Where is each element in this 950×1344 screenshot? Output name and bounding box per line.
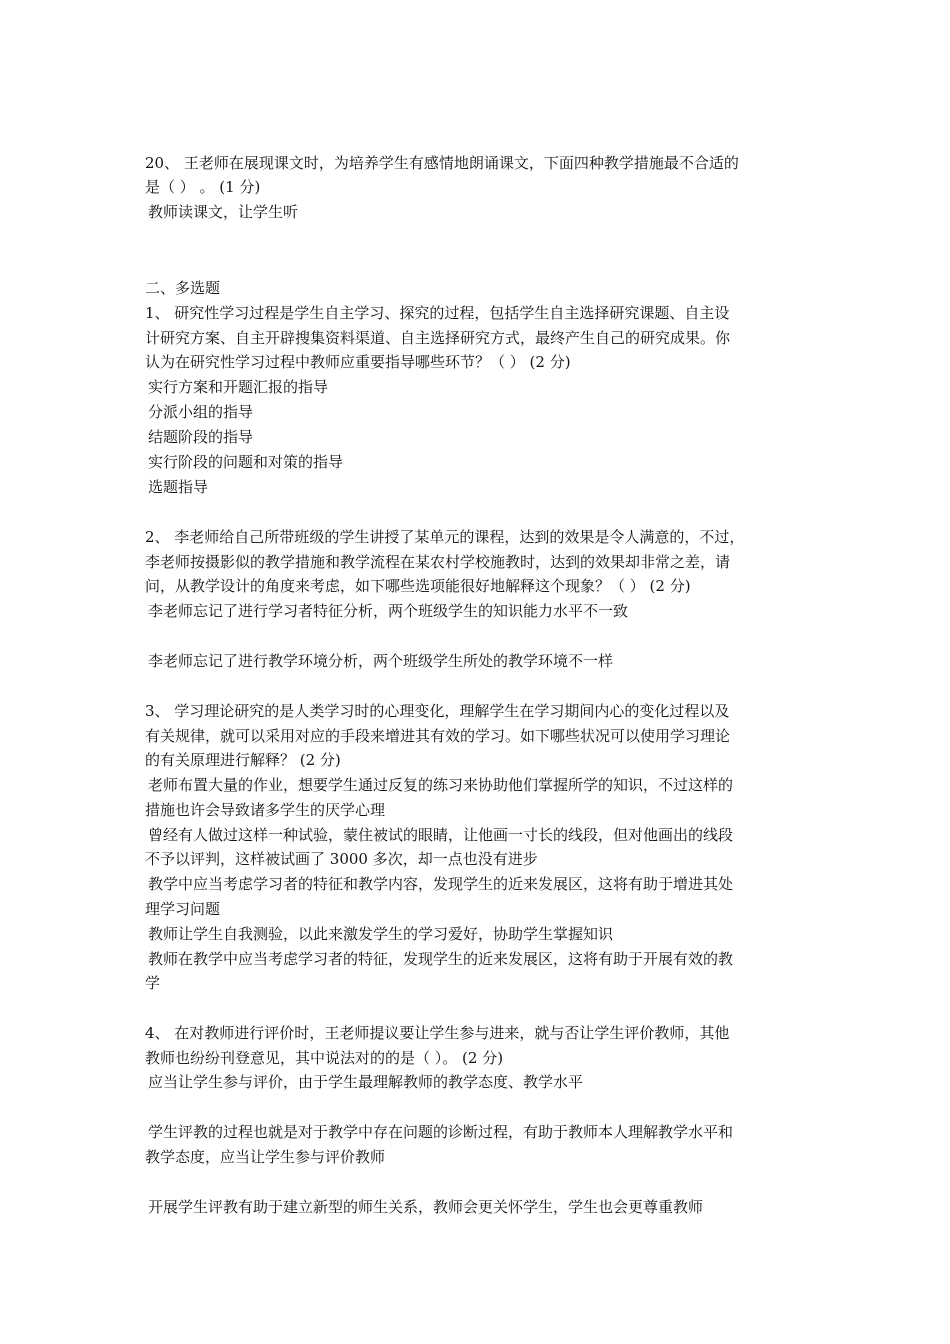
mq2-stem-line-2: 李老师按摄影似的教学措施和教学流程在某农村学校施教时，达到的效果却非常之差，请 (145, 553, 731, 571)
mq3-option: 教学中应当考虑学习者的特征和教学内容，发现学生的近来发展区，这将有助于增进其处 (148, 875, 734, 893)
mq3-stem-line-2: 有关规律，就可以采用对应的手段来增进其有效的学习。如下哪些状况可以使用学习理论 (145, 727, 731, 745)
mq1-option: 选题指导 (148, 478, 209, 496)
mq2-option: 李老师忘记了进行教学环境分析，两个班级学生所处的教学环境不一样 (148, 652, 614, 670)
mq2-stem-line-1: 2、 李老师给自己所带班级的学生讲授了某单元的课程，达到的效果是令人满意的，不过， (145, 528, 745, 546)
mq4-stem-line-1: 4、 在对教师进行评价时，王老师提议要让学生参与进来，就与否让学生评价教师，其他 (145, 1024, 730, 1042)
mq1-option: 实行方案和开题汇报的指导 (148, 378, 329, 396)
q20-answer: 教师读课文，让学生听 (148, 203, 299, 221)
mq4-stem-line-2: 教师也纷纷刊登意见，其中说法对的的是（ ）。 (2 分) (145, 1049, 504, 1067)
mq1-option: 实行阶段的问题和对策的指导 (148, 453, 344, 471)
mq1-stem-line-2: 计研究方案、自主开辟搜集资料渠道、自主选择研究方式，最终产生自己的研究成果。你 (145, 329, 731, 347)
q20-stem-line-2: 是（ ） 。 (1 分) (145, 178, 261, 196)
mq3-stem-line-1: 3、 学习理论研究的是人类学习时的心理变化，理解学生在学习期间内心的变化过程以及 (145, 702, 730, 720)
mq3-stem-line-3: 的有关原理进行解释？ (2 分) (145, 751, 341, 769)
mq1-option: 结题阶段的指导 (148, 428, 254, 446)
section-title: 二、多选题 (145, 279, 221, 297)
mq3-option: 曾经有人做过这样一种试验，蒙住被试的眼睛，让他画一寸长的线段，但对他画出的线段 (148, 826, 734, 844)
mq3-option-cont: 不予以评判，这样被试画了 3000 多次，却一点也没有进步 (145, 850, 538, 868)
mq4-option: 开展学生评教有助于建立新型的师生关系，教师会更关怀学生，学生也会更尊重教师 (148, 1198, 704, 1216)
mq3-option: 老师布置大量的作业，想要学生通过反复的练习来协助他们掌握所学的知识，不过这样的 (148, 776, 734, 794)
mq3-option-cont: 学 (145, 974, 161, 992)
mq1-option: 分派小组的指导 (148, 403, 254, 421)
mq4-option: 学生评教的过程也就是对于教学中存在问题的诊断过程，有助于教师本人理解教学水平和 (148, 1123, 734, 1141)
mq4-option-cont: 教学态度，应当让学生参与评价教师 (145, 1148, 386, 1166)
mq2-option: 李老师忘记了进行学习者特征分析，两个班级学生的知识能力水平不一致 (148, 602, 629, 620)
mq2-stem-line-3: 问，从教学设计的角度来考虑，如下哪些选项能很好地解释这个现象？（ ） (2 分) (145, 577, 691, 595)
mq3-option: 教师让学生自我测验，以此来激发学生的学习爱好，协助学生掌握知识 (148, 925, 614, 943)
q20-stem-line-1: 20、 王老师在展现课文时，为培养学生有感情地朗诵课文，下面四种教学措施最不合适的 (145, 154, 739, 172)
mq4-option: 应当让学生参与评价，由于学生最理解教师的教学态度、教学水平 (148, 1073, 584, 1091)
mq3-option-cont: 理学习问题 (145, 900, 221, 918)
mq1-stem-line-1: 1、 研究性学习过程是学生自主学习、探究的过程，包括学生自主选择研究课题、自主设 (145, 304, 730, 322)
mq3-option: 教师在教学中应当考虑学习者的特征，发现学生的近来发展区，这将有助于开展有效的教 (148, 950, 734, 968)
mq1-stem-line-3: 认为在研究性学习过程中教师应重要指导哪些环节？（ ） (2 分) (145, 353, 571, 371)
mq3-option-cont: 措施也许会导致诸多学生的厌学心理 (145, 801, 386, 819)
